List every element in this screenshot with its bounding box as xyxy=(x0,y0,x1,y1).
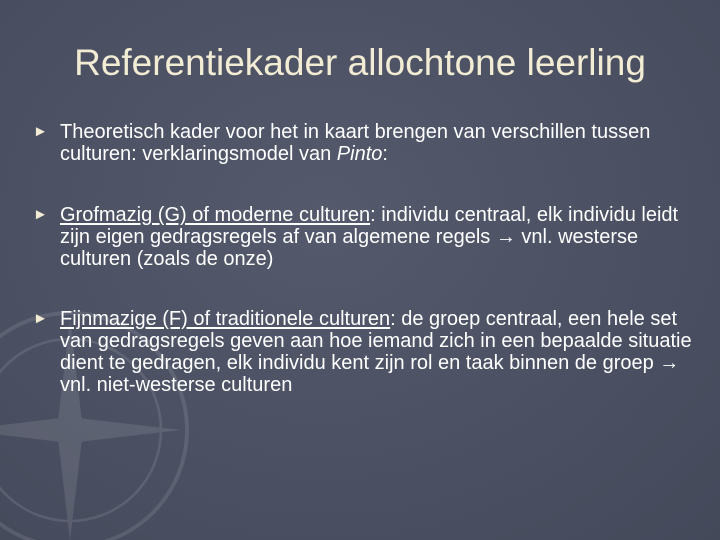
slide-title: Referentiekader allochtone leerling xyxy=(74,42,646,83)
bullet-3-rest: : de groep centraal, een hele set van gedragsregels geven aan hoe iemand zich in een bepaalde situatie dient te gedragen, elk individu kent zijn rol en taak binnen de groep xyxy=(60,308,692,374)
bullet-item-3 xyxy=(33,308,693,396)
bullet-1-prefix: Theoretisch kader voor het in kaart brengen van verschillen tussen culturen: verklaringsmodel van xyxy=(60,121,651,165)
bullet-3-conclusion: vnl. niet-westerse culturen xyxy=(60,374,293,396)
bullet-marker-icon: ► xyxy=(33,310,48,327)
right-arrow-icon: → xyxy=(659,352,680,374)
right-arrow-icon: → xyxy=(495,226,516,248)
bullet-text-1 xyxy=(60,121,693,165)
bullet-text-2 xyxy=(60,204,693,270)
bullet-2-term: Grofmazig (G) of moderne culturen xyxy=(60,204,371,226)
bullet-1-italic-name: Pinto xyxy=(336,143,383,165)
bullet-2-conclusion: vnl. westerse culturen (zoals de onze) xyxy=(60,226,639,270)
bullet-1-suffix: : xyxy=(382,143,388,165)
bullet-text-3 xyxy=(60,308,693,396)
bullet-item-1 xyxy=(33,121,693,165)
bullet-2-rest: : individu centraal, elk individu leidt zijn eigen gedragsregels af van algemene regels xyxy=(60,204,679,248)
bullet-marker-icon: ► xyxy=(33,123,48,140)
bullet-3-term: Fijnmazige (F) of traditionele culturen xyxy=(60,308,391,330)
bullet-marker-icon: ► xyxy=(33,206,48,223)
bullet-item-2 xyxy=(33,204,693,270)
